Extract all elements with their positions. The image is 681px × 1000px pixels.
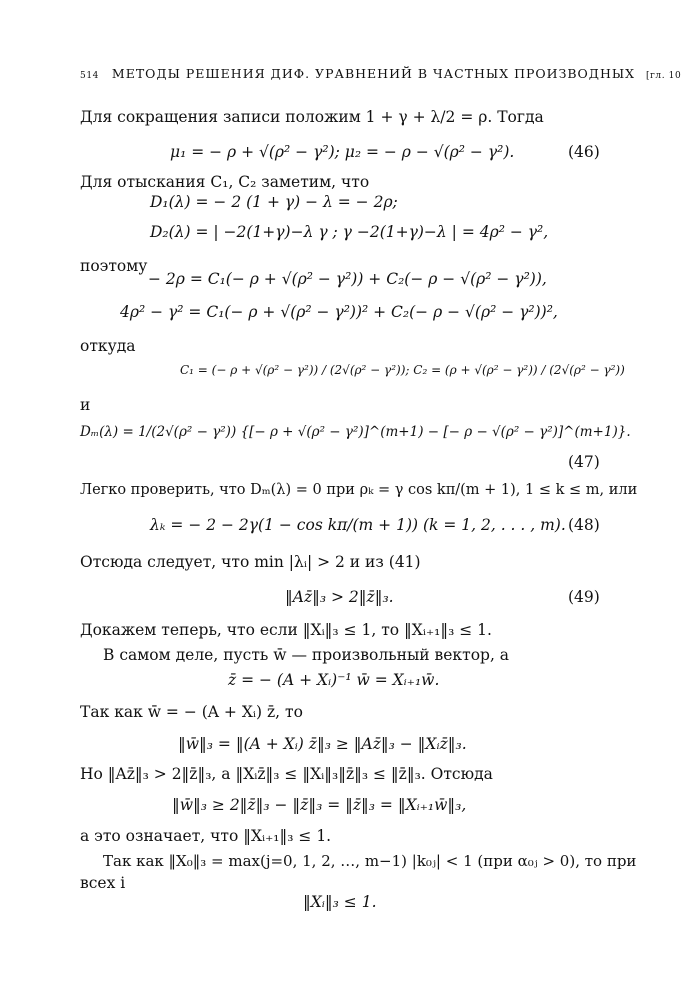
text-line: поэтому <box>80 257 148 275</box>
equation-number: (46) <box>568 143 600 161</box>
equation-line: ‖w̄‖₃ ≥ 2‖z̄‖₃ − ‖z̄‖₃ = ‖z̄‖₃ = ‖Xᵢ₊₁w̄‖₃, <box>172 796 467 814</box>
equation-line: μ₁ = − ρ + √(ρ² − γ²); μ₂ = − ρ − √(ρ² − γ²). <box>170 143 515 161</box>
equation-line: − 2ρ = C₁(− ρ + √(ρ² − γ²)) + C₂(− ρ − √(ρ² − γ²)), <box>148 270 547 288</box>
text-line: Отсюда следует, что min |λᵢ| > 2 и из (41) <box>80 553 421 571</box>
text-line: Для сокращения записи положим 1 + γ + λ/2 = ρ. Тогда <box>80 108 544 126</box>
text-line: В самом деле, пусть w̄ — произвольный вектор, а <box>103 646 510 664</box>
text-line: а это означает, что ‖Xᵢ₊₁‖₃ ≤ 1. <box>80 827 332 845</box>
equation-line: D₂(λ) = | −2(1+γ)−λ γ ; γ −2(1+γ)−λ | = 4ρ² − γ², <box>150 223 549 241</box>
running-title: МЕТОДЫ РЕШЕНИЯ ДИФ. УРАВНЕНИЙ В ЧАСТНЫХ ПРОИЗВОДНЫХ <box>111 66 636 81</box>
equation-number: (48) <box>568 516 600 534</box>
text-line: и <box>80 396 91 414</box>
text-line: Докажем теперь, что если ‖Xᵢ‖₃ ≤ 1, то ‖Xᵢ₊₁‖₃ ≤ 1. <box>80 621 492 639</box>
chapter-label: [гл. 10 <box>646 71 681 81</box>
text-line: всех i <box>80 874 126 892</box>
equation-number: (49) <box>568 588 600 606</box>
equation-number: (47) <box>568 453 600 471</box>
equation-line: ‖Az̄‖₃ > 2‖z̄‖₃. <box>285 588 394 606</box>
text-line: откуда <box>80 337 136 355</box>
equation-line: C₁ = (− ρ + √(ρ² − γ²)) / (2√(ρ² − γ²)); C₂ = (ρ + √(ρ² − γ²)) / (2√(ρ² − γ²)) <box>180 363 625 377</box>
text-line: Для отыскания C₁, C₂ заметим, что <box>80 173 370 191</box>
equation-line: ‖Xᵢ‖₃ ≤ 1. <box>303 893 377 911</box>
equation-line: Dₘ(λ) = 1/(2√(ρ² − γ²)) {[− ρ + √(ρ² − γ²)]^(m+1) − [− ρ − √(ρ² − γ²)]^(m+1)}. <box>80 424 631 440</box>
equation-line: 4ρ² − γ² = C₁(− ρ + √(ρ² − γ²))² + C₂(− ρ − √(ρ² − γ²))², <box>120 303 558 321</box>
equation-line: ‖w̄‖₃ = ‖(A + Xᵢ) z̄‖₃ ≥ ‖Az̄‖₃ − ‖Xᵢz̄‖₃. <box>178 735 467 753</box>
equation-line: D₁(λ) = − 2 (1 + γ) − λ = − 2ρ; <box>150 193 398 211</box>
equation-line: z̄ = − (A + Xᵢ)⁻¹ w̄ = Xᵢ₊₁w̄. <box>228 671 440 689</box>
equation-line: λₖ = − 2 − 2γ(1 − cos kπ/(m + 1)) (k = 1, 2, . . . , m). <box>150 516 566 534</box>
text-line: Так как w̄ = − (A + Xᵢ) z̄, то <box>80 703 303 721</box>
running-header <box>80 64 681 86</box>
text-line: Легко проверить, что Dₘ(λ) = 0 при ρₖ = γ cos kπ/(m + 1), 1 ≤ k ≤ m, или <box>80 482 638 498</box>
text-line: Так как ‖X₀‖₃ = max(j=0, 1, 2, …, m−1) |k₀ⱼ| < 1 (при α₀ⱼ > 0), то при <box>103 852 637 870</box>
text-line: Но ‖Az̄‖₃ > 2‖z̄‖₃, а ‖Xᵢz̄‖₃ ≤ ‖Xᵢ‖₃‖z̄‖₃ ≤ ‖z̄‖₃. Отсюда <box>80 765 493 783</box>
page-number: 514 <box>80 71 99 81</box>
